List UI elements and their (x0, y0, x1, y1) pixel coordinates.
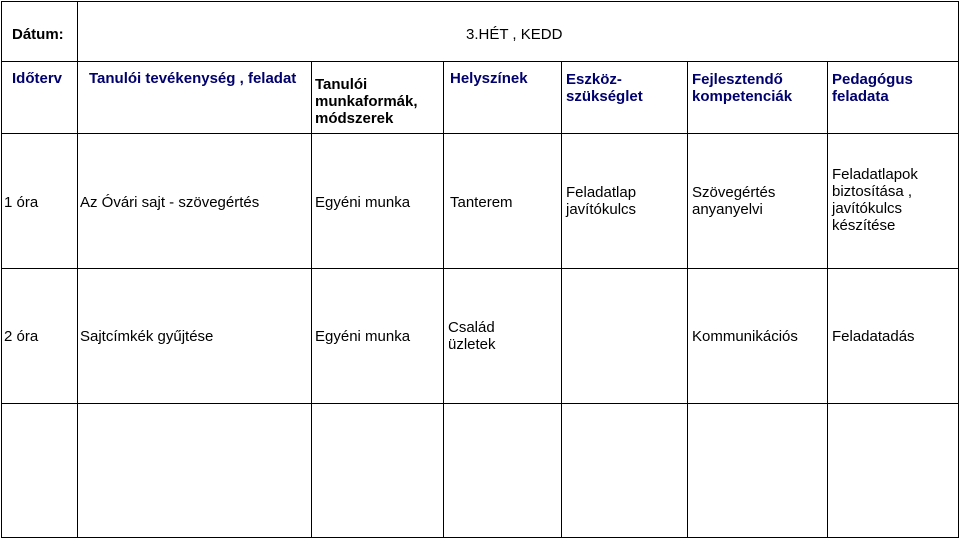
row2-pedagogus: Feladatadás (832, 328, 915, 345)
row2-kompetencia: Kommunikációs (692, 328, 798, 345)
header-pedagogus: Pedagógus feladata (832, 71, 913, 105)
row1-pedagogus: Feladatlapok biztosítása , javítókulcs készítése (832, 166, 918, 234)
row1-helyszin: Tanterem (450, 194, 513, 211)
row2-munkaforma: Egyéni munka (315, 328, 411, 345)
column-divider (311, 61, 312, 538)
header-eszkoz: Eszköz- szükséglet (566, 71, 643, 105)
table-border-bottom (1, 537, 959, 538)
header-munkaformak: Tanulói munkaformák, módszerek (315, 76, 418, 127)
row1-munkaforma: Egyéni munka (315, 194, 411, 211)
row1-ido: 1 óra (4, 194, 39, 211)
column-divider (443, 61, 444, 538)
table-border-left (1, 1, 2, 538)
row1-kompetencia: Szövegértés anyanyelvi (692, 184, 776, 218)
header-fejlesztendo: Fejlesztendő kompetenciák (692, 71, 793, 105)
column-divider (77, 1, 78, 538)
row-divider (1, 403, 959, 404)
row2-tevekenyseg: Sajtcímkék gyűjtése (80, 328, 214, 345)
table-border-right (958, 1, 959, 538)
row1-tevekenyseg: Az Óvári sajt - szövegértés (80, 194, 260, 211)
header-helyszinek: Helyszínek (450, 70, 528, 87)
row-divider (1, 133, 959, 134)
date-label: Dátum: (12, 26, 64, 43)
column-divider (827, 61, 828, 538)
table-border-top (1, 1, 959, 2)
row1-eszkoz: Feladatlap javítókulcs (566, 184, 637, 218)
header-tevekenyseg: Tanulói tevékenység , feladat (89, 70, 297, 87)
header-idoterv: Időterv (12, 70, 63, 87)
row2-ido: 2 óra (4, 328, 39, 345)
row-divider (1, 268, 959, 269)
row2-helyszin: Család üzletek (448, 319, 496, 353)
column-divider (561, 61, 562, 538)
column-divider (687, 61, 688, 538)
page-title: 3.HÉT , KEDD (466, 26, 563, 43)
row-divider (1, 61, 959, 62)
